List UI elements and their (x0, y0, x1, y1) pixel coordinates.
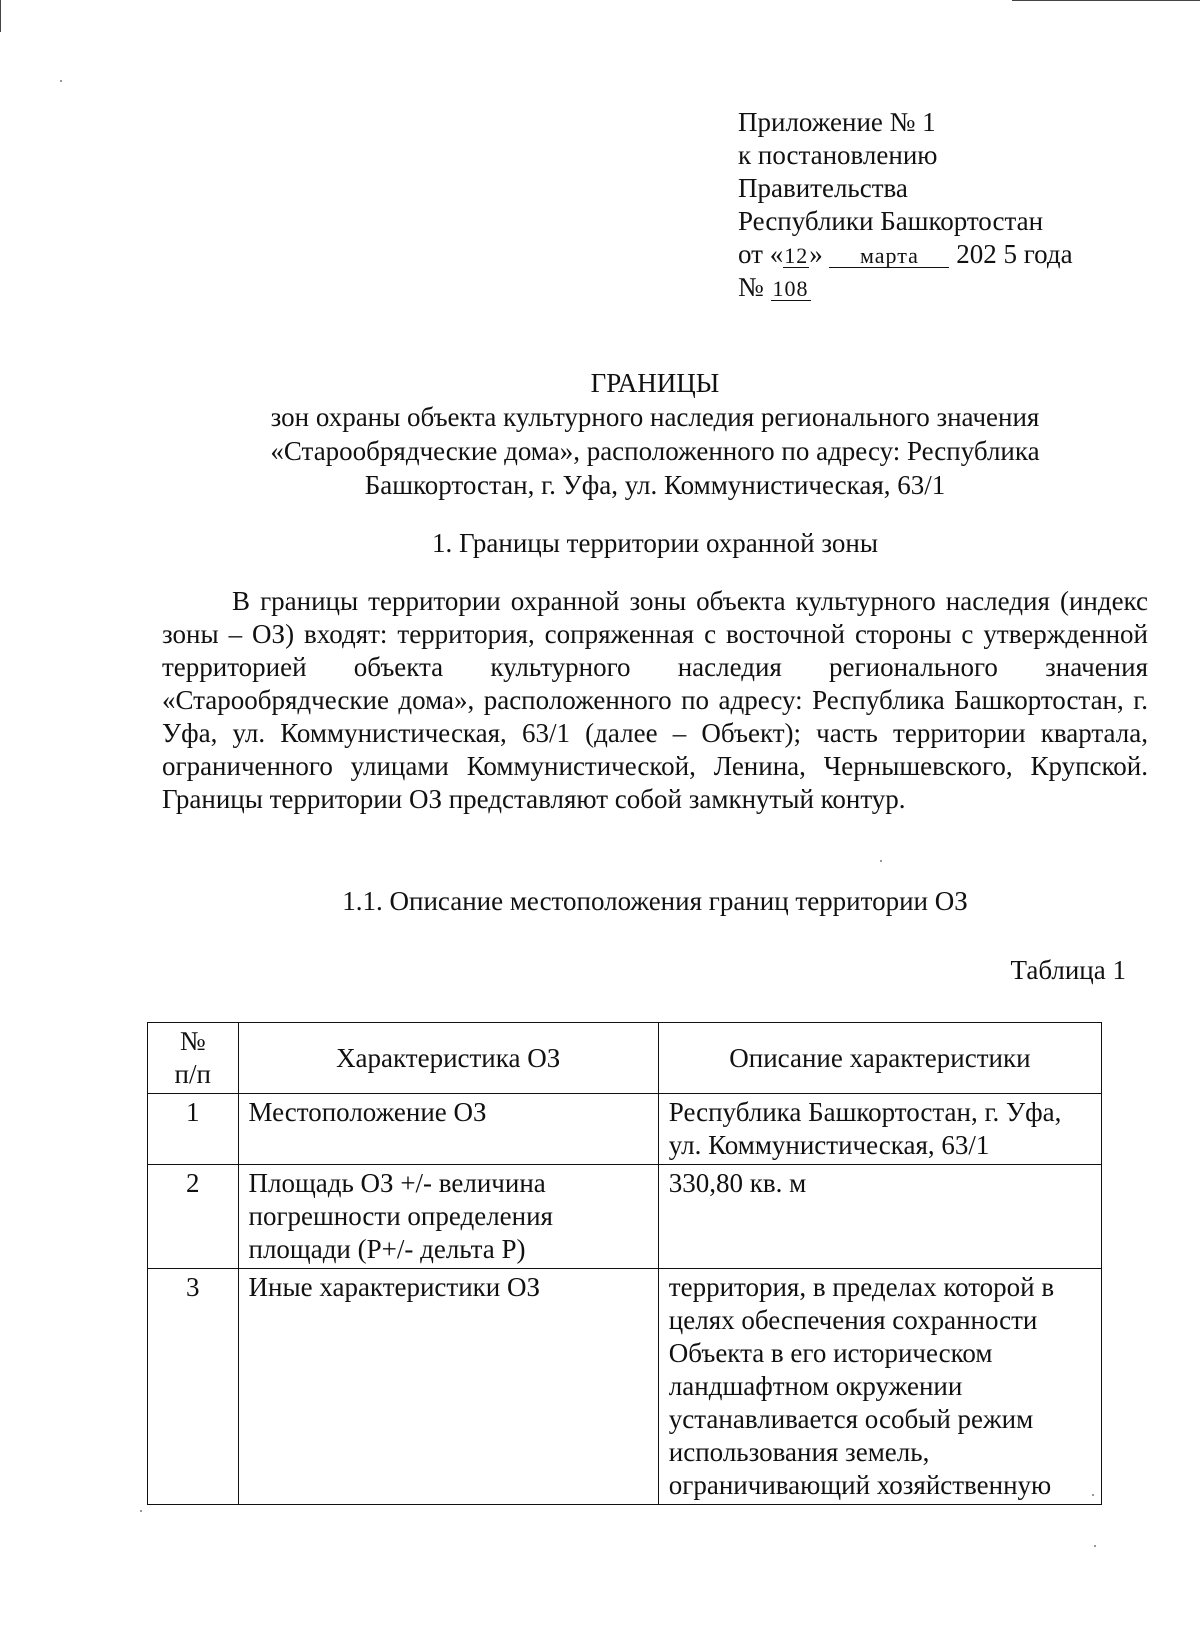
header-num-line-1: № (179, 1026, 206, 1056)
header-description: Описание характеристики (658, 1023, 1101, 1094)
row-num: 2 (148, 1165, 239, 1269)
header-num (148, 1023, 239, 1094)
appendix-block (738, 106, 1158, 304)
scan-speck (880, 860, 882, 862)
scan-edge-line (1012, 0, 1200, 1)
row-num: 1 (148, 1094, 239, 1165)
row-description: территория, в пределах которой в целях обеспечения сохранности Объекта в его историческом ландшафтном окружении устанавливается особый режим использования земель, ограничивающий хозяйственную (658, 1269, 1101, 1505)
appendix-line-3: Правительства (738, 173, 908, 203)
date-year: 202 5 года (956, 239, 1073, 269)
scan-edge-line-left (0, 0, 1, 32)
number-prefix: № (738, 272, 764, 302)
date-day: 12 (784, 243, 809, 268)
date-month: марта (829, 245, 949, 268)
date-prefix: от « (738, 239, 784, 269)
appendix-line-1: Приложение № 1 (738, 107, 936, 137)
table-row (148, 1269, 1102, 1505)
row-num: 3 (148, 1269, 239, 1505)
date-mid: » (809, 239, 823, 269)
scan-speck (140, 1510, 142, 1512)
appendix-number-line (738, 271, 1158, 304)
subsection-heading: 1.1. Описание местоположения границ территории ОЗ (342, 886, 968, 916)
appendix-date-line (738, 238, 1158, 271)
row-characteristic: Местоположение ОЗ (238, 1094, 658, 1165)
number-value: 108 (772, 276, 809, 301)
title-line-2: «Старообрядческие дома», расположенного по адресу: Республика (270, 436, 1040, 466)
title-line-3: Башкортостан, г. Уфа, ул. Коммунистическая, 63/1 (364, 470, 946, 500)
characteristics-table (147, 1022, 1102, 1505)
section-heading: 1. Границы территории охранной зоны (432, 528, 878, 558)
paragraph-body: В границы территории охранной зоны объекта культурного наследия (индекс зоны – ОЗ) входят: территория, сопряженная с восточной стороны с утвержденной территорией объекта культурного наследия регионального значения «Старообрядческие дома», расположенного по адресу: Республика Башкортостан, г. Уфа, ул. Коммунистическая, 63/1 (далее – Объект); часть территории квартала, ограниченного улицами Коммунистической, Ленина, Чернышевского, Крупской. Границы территории ОЗ представляют собой замкнутый контур. (162, 586, 1148, 814)
title-heading: ГРАНИЦЫ (590, 368, 720, 398)
appendix-line-4: Республики Башкортостан (738, 206, 1044, 236)
row-description: 330,80 кв. м (658, 1165, 1101, 1269)
scan-speck (1092, 1494, 1094, 1496)
table-row (148, 1094, 1102, 1165)
scan-speck (1094, 1545, 1096, 1547)
appendix-line-2: к постановлению (738, 140, 938, 170)
title-line-1: зон охраны объекта культурного наследия регионального значения (270, 402, 1040, 432)
table-label: Таблица 1 (1010, 955, 1126, 985)
table-row (148, 1165, 1102, 1269)
header-num-line-2: п/п (174, 1059, 211, 1089)
row-characteristic: Площадь ОЗ +/- величина погрешности определения площади (Р+/- дельта Р) (238, 1165, 658, 1269)
table-header-row (148, 1023, 1102, 1094)
document-title (160, 366, 1150, 502)
header-characteristic: Характеристика ОЗ (238, 1023, 658, 1094)
scan-speck (60, 80, 62, 82)
row-characteristic: Иные характеристики ОЗ (238, 1269, 658, 1505)
row-description: Республика Башкортостан, г. Уфа, ул. Коммунистическая, 63/1 (658, 1094, 1101, 1165)
